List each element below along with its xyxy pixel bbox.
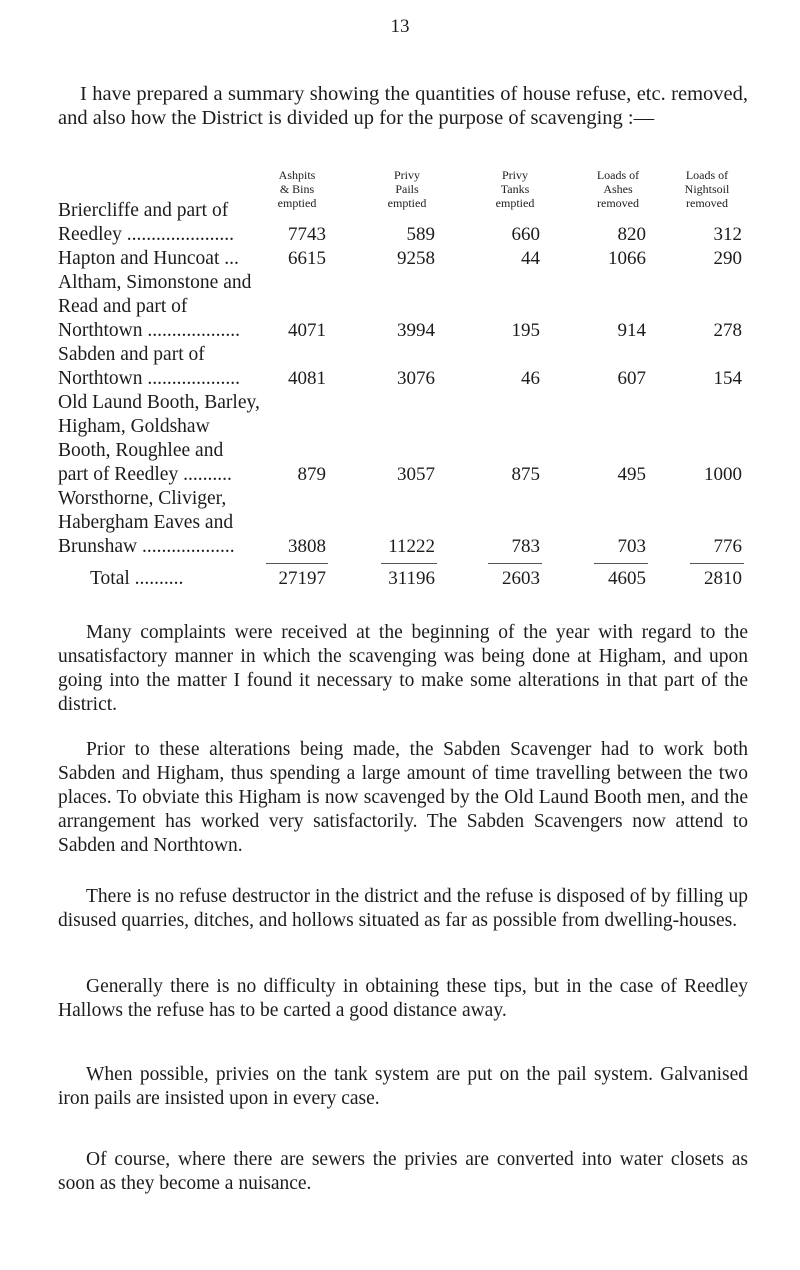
header-line: Privy — [393, 168, 420, 182]
total-label: Total .......... — [90, 568, 184, 589]
cell-nightsoil: 290 — [713, 248, 742, 269]
cell-ashes: 1066 — [608, 248, 646, 269]
cell-privy-pails: 11222 — [388, 536, 435, 557]
row-place-line: Northtown ................... — [58, 368, 240, 389]
cell-ashpits: 3808 — [288, 536, 326, 557]
cell-ashpits: 6615 — [288, 248, 326, 269]
cell-privy-pails: 3994 — [397, 320, 435, 341]
row-place-line: Old Laund Booth, Barley, — [58, 392, 260, 413]
header-ashes — [578, 168, 658, 210]
total-rule — [381, 563, 437, 564]
header-nightsoil — [662, 168, 752, 210]
header-line: removed — [597, 196, 639, 210]
body-paragraph: Of course, where there are sewers the privies are converted into water closets as soon as they become a nuisance. — [58, 1149, 748, 1194]
page-number: 13 — [390, 16, 410, 37]
body-paragraph: Prior to these alterations being made, the Sabden Scavenger had to work both Sabden and Higham, thus spending a large amount of time travelling between the two places. To obviate this Higham is now scavenged by the Old Laund Booth men, and the arrangement has worked very satisfactorily. The Sabden Scavengers now attend to Sabden and Northtown. — [58, 739, 748, 856]
intro-paragraph: I have prepared a summary showing the quantities of house refuse, etc. removed, and also how the District is divided up for the purpose of scavenging :— — [58, 83, 748, 129]
total-ashpits: 27197 — [278, 568, 326, 589]
body-paragraph: There is no refuse destructor in the district and the refuse is disposed of by filling up disused quarries, ditches, and hollows situated as far as possible from dwelling-houses. — [58, 886, 748, 931]
header-line: Tanks — [500, 182, 530, 196]
row-place-line: Hapton and Huncoat ... — [58, 248, 239, 269]
body-paragraph: Many complaints were received at the beginning of the year with regard to the unsatisfactory manner in which the scavenging was being done at Higham, and upon going into the matter I found it necessary to make some alterations in that part of the district. — [58, 622, 748, 715]
cell-ashes: 914 — [617, 320, 646, 341]
header-line: emptied — [387, 196, 427, 210]
cell-privy-pails: 589 — [406, 224, 435, 245]
row-place-line: Reedley ...................... — [58, 224, 235, 245]
header-line: & Bins — [279, 182, 315, 196]
row-place-line: Booth, Roughlee and — [58, 440, 224, 461]
cell-ashes: 607 — [617, 368, 646, 389]
header-privy-tanks — [474, 168, 556, 210]
total-ashes: 4605 — [608, 568, 646, 589]
row-place-line: Northtown ................... — [58, 320, 240, 341]
row-place-line: Sabden and part of — [58, 344, 205, 365]
row-place-line: Higham, Goldshaw — [58, 416, 210, 437]
cell-ashpits: 879 — [297, 464, 326, 485]
header-privy-pails — [366, 168, 448, 210]
cell-privy-pails: 3057 — [397, 464, 435, 485]
header-line: Nightsoil — [684, 182, 730, 196]
total-rule — [594, 563, 648, 564]
cell-nightsoil: 154 — [713, 368, 742, 389]
row-place-line: Brunshaw ................... — [58, 536, 235, 557]
cell-ashes: 820 — [617, 224, 646, 245]
row-place-line: Read and part of — [58, 296, 188, 317]
cell-privy-pails: 3076 — [397, 368, 435, 389]
cell-nightsoil: 1000 — [704, 464, 742, 485]
body-paragraph: When possible, privies on the tank system are put on the pail system. Galvanised iron pails are insisted upon in every case. — [58, 1064, 748, 1109]
total-nightsoil: 2810 — [704, 568, 742, 589]
cell-privy-tanks: 44 — [521, 248, 540, 269]
cell-privy-tanks: 783 — [511, 536, 540, 557]
cell-ashes: 495 — [617, 464, 646, 485]
total-privy-tanks: 2603 — [502, 568, 540, 589]
cell-ashpits: 7743 — [288, 224, 326, 245]
total-rule — [690, 563, 744, 564]
header-line: emptied — [277, 196, 317, 210]
cell-privy-tanks: 875 — [511, 464, 540, 485]
header-line: Privy — [501, 168, 528, 182]
cell-privy-tanks: 46 — [521, 368, 540, 389]
header-line: Pails — [395, 182, 419, 196]
body-paragraph: Generally there is no difficulty in obtaining these tips, but in the case of Reedley Hallows the refuse has to be carted a good distance away. — [58, 976, 748, 1021]
header-line: Loads of — [596, 168, 640, 182]
cell-nightsoil: 776 — [713, 536, 742, 557]
header-line: Loads of — [685, 168, 729, 182]
cell-ashes: 703 — [617, 536, 646, 557]
cell-ashpits: 4071 — [288, 320, 326, 341]
header-line: removed — [686, 196, 728, 210]
cell-ashpits: 4081 — [288, 368, 326, 389]
cell-privy-tanks: 660 — [511, 224, 540, 245]
row-place-line: Altham, Simonstone and — [58, 272, 252, 293]
cell-nightsoil: 278 — [713, 320, 742, 341]
header-line: Ashes — [603, 182, 633, 196]
row-place-line: part of Reedley .......... — [58, 464, 232, 485]
cell-nightsoil: 312 — [713, 224, 742, 245]
row-place-line: Worsthorne, Cliviger, — [58, 488, 227, 509]
total-rule — [266, 563, 328, 564]
row-place-line: Habergham Eaves and — [58, 512, 234, 533]
header-ashpits — [252, 168, 342, 210]
header-line: Ashpits — [278, 168, 316, 182]
total-rule — [488, 563, 542, 564]
cell-privy-pails: 9258 — [397, 248, 435, 269]
cell-privy-tanks: 195 — [511, 320, 540, 341]
header-line: emptied — [495, 196, 535, 210]
row-place-line: Briercliffe and part of — [58, 200, 229, 221]
total-privy-pails: 31196 — [388, 568, 435, 589]
